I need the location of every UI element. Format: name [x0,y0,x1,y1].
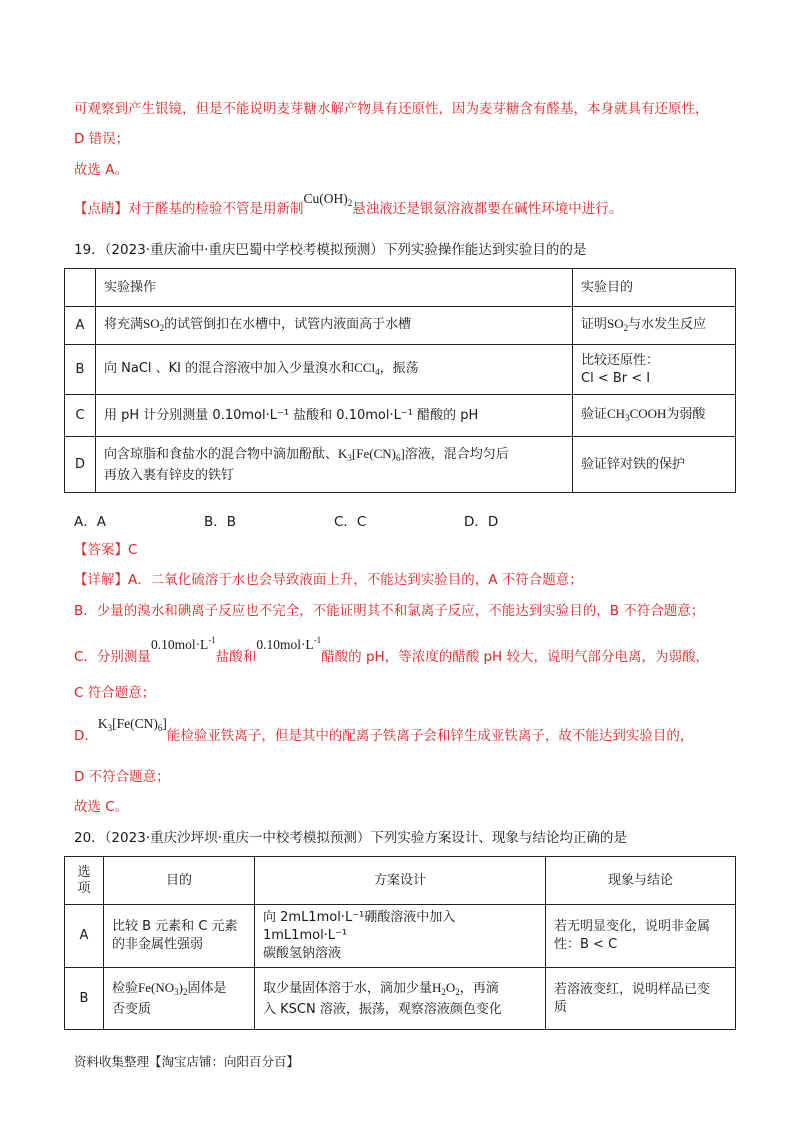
q19-answer: 【答案】C [74,542,138,558]
tip-text-a: 对于醛基的检验不管是用新制 [128,201,304,217]
row-goal: 证明$SO_2$与水发生反应 [573,307,736,345]
header-plan: 方案设计 [255,857,546,905]
q18-conclusion: 故选 A。 [74,162,129,178]
q19-conclusion: 故选 C。 [74,799,129,815]
table-row [65,345,736,395]
row-plan: 取少量固体溶于水，滴加少量$H_2O_2$，再滴 入 KSCN 溶液，振荡，观察溶液颜色变化 [255,968,546,1030]
q18-explanation-line2: D 错误； [74,131,130,147]
q19-detail-a: 【详解】A．二氧化硫溶于水也会导致液面上升，不能达到实验目的，A 不符合题意； [74,572,583,588]
header-operation: 实验操作 [96,269,573,307]
header-result: 现象与结论 [546,857,736,905]
header-goal: 实验目的 [573,269,736,307]
q19-detail-d: D．$K_3[Fe(CN)_6]$能检验亚铁离子，但是其中的配离子铁离子会和锌生成亚铁离子，故不能达到实验目的， [74,716,694,744]
option-b: B．B [204,514,237,530]
row-operation: 向 NaCl 、KI 的混合溶液中加入少量溴水和CCl$_4$，振荡 [96,345,573,395]
row-label: A [65,905,104,968]
row-operation: 向含琼脂和食盐水的混合物中滴加酚酞、$K_3[Fe(CN)_6]$溶液，混合均匀后 再放入裹有锌皮的铁钉 [96,437,573,493]
table-row [65,968,736,1030]
option-d: D．D [464,514,499,530]
row-result: 若溶液变红，说明样品已变 质 [546,968,736,1030]
table-header-row [65,269,736,307]
row-label: D [65,437,96,493]
tip-tag: 【点睛】 [74,201,128,217]
row-label: B [65,968,104,1030]
table-row [65,905,736,968]
table-header-row [65,857,736,905]
row-goal: 比较 B 元素和 C 元素 的非金属性强弱 [104,905,255,968]
row-goal: 验证$CH_3COOH$为弱酸 [573,395,736,437]
tip-formula: $Cu(OH)_2$ [303,191,353,208]
row-goal: 比较还原性： Cl < Br < I [573,345,736,395]
row-label: B [65,345,96,395]
table-row [65,307,736,345]
q18-tip [74,191,623,223]
q19-detail-c: C．分别测量$0.10mol\cdot L^{-1}$盐酸和$0.10mol\cdot L^{-1}$醋酸的 pH，等浓度的醋酸 pH 较大，说明气部分电离，为弱酸， [74,635,710,665]
header-goal: 目的 [104,857,255,905]
q19-options [74,510,594,530]
table-row [65,395,736,437]
table-row [65,437,736,493]
q19-detail-c-end: C 符合题意； [74,685,156,701]
page-footer: 资料收集整理【淘宝店铺：向阳百分百】 [74,1054,300,1069]
option-a: A．A [74,514,106,530]
q20-table [64,856,736,1030]
row-goal: 验证锌对铁的保护 [573,437,736,493]
row-label: A [65,307,96,345]
q19-stem: 19．（2023·重庆渝中·重庆巴蜀中学校考模拟预测）下列实验操作能达到实验目的的是 [74,242,587,258]
q19-detail-d-end: D 不符合题意； [74,769,170,785]
q19-detail-b: B．少量的溴水和碘离子反应也不完全，不能证明其不和氯离子反应，不能达到实验目的，B 不符合题意； [74,603,705,619]
row-goal: 检验$Fe(NO_3)_2$固体是 否变质 [104,968,255,1030]
row-label: C [65,395,96,437]
q19-table [64,268,736,493]
row-plan: 向 2mL1mol·L⁻¹硼酸溶液中加入 1mL1mol·L⁻¹ 碳酸氢钠溶液 [255,905,546,968]
header-option: 选项 [65,857,104,905]
row-operation: 用 pH 计分别测量 0.10mol·L⁻¹ 盐酸和 0.10mol·L⁻¹ 醋酸的 pH [96,395,573,437]
row-result: 若无明显变化，说明非金属 性：B < C [546,905,736,968]
row-operation: 将充满$SO_2$的试管倒扣在水槽中，试管内液面高于水槽 [96,307,573,345]
option-c: C．C [334,514,367,530]
q18-explanation-line1: 可观察到产生银镜，但是不能说明麦芽糖水解产物具有还原性，因为麦芽糖含有醛基，本身就具有还原性， [74,101,709,117]
q20-stem: 20．（2023·重庆沙坪坝·重庆一中校考模拟预测）下列实验方案设计、现象与结论均正确的是 [74,830,627,846]
tip-text-b: 悬浊液还是银氨溶液都要在碱性环境中进行。 [352,201,623,217]
